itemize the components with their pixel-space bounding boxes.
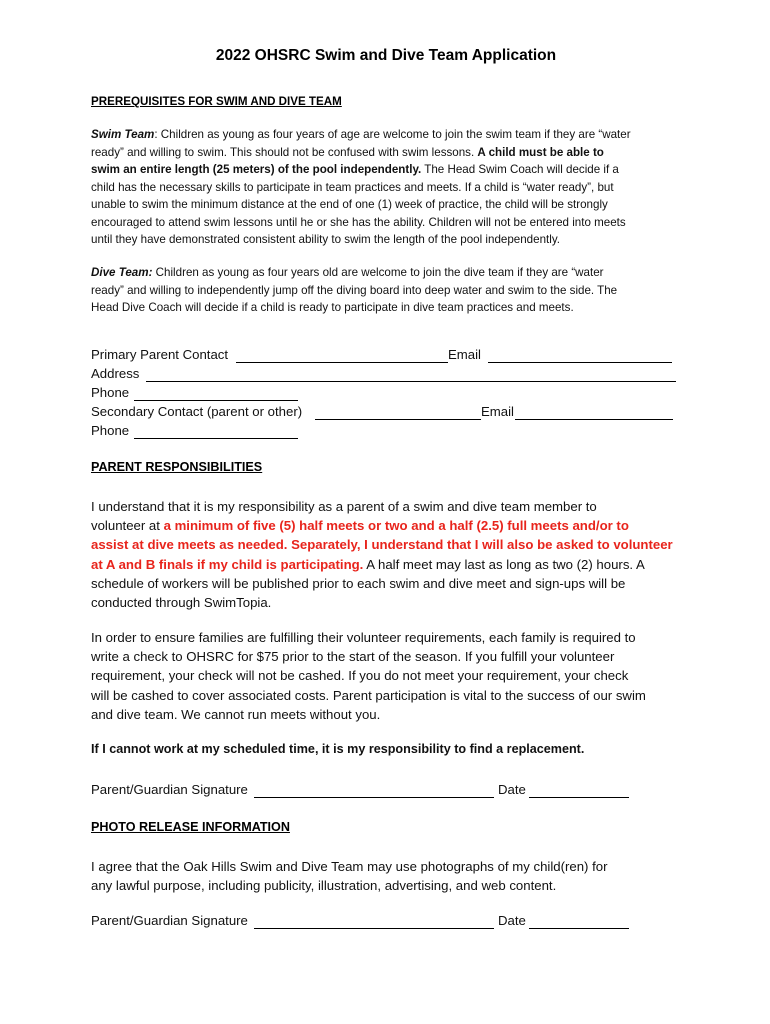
address-label: Address (91, 366, 140, 381)
dive-team-label: Dive Team: (91, 266, 153, 279)
signature-label-2: Parent/Guardian Signature (91, 913, 248, 928)
email-label: Email (448, 347, 481, 362)
swim-team-label: Swim Team (91, 128, 155, 141)
signature-row-1 (91, 782, 681, 801)
phone-field[interactable] (134, 386, 298, 401)
email2-label: Email (481, 404, 514, 419)
photo-release-heading: PHOTO RELEASE INFORMATION (91, 820, 290, 834)
photo-release-paragraph: I agree that the Oak Hills Swim and Dive Team may use photographs of my child(ren) for any lawful purpose, including publicity, illustration, advertising, and web content. (91, 859, 608, 894)
parent-responsibilities-heading: PARENT RESPONSIBILITIES (91, 460, 263, 474)
secondary-email-field[interactable] (515, 405, 673, 420)
check-paragraph: In order to ensure families are fulfilling their volunteer requirements, each family is required to write a check to OHSRC for $75 prior to the start of the season. If you fulfill your volunteer requirement, your check will not be cashed. If you do not meet your requirement, your check will be cashed to cover associated costs. Parent participation is vital to the success of our swim and dive team. We cannot run meets without you. (91, 630, 646, 722)
dive-team-paragraph: Dive Team: Children as young as four years old are welcome to join the dive team if they are “water ready” and willing to independently jump off the diving board into deep water and swim to the side. The Head Dive Coach will decide if a child is ready to participate in dive team practices and meets. (91, 266, 618, 314)
date-label: Date (498, 782, 526, 797)
signature-label: Parent/Guardian Signature (91, 782, 248, 797)
secondary-contact-row (91, 404, 681, 423)
swim-team-paragraph: Swim Team: Children as young as four years of age are welcome to join the swim team if they are “water ready” and willing to swim. This should not be confused with swim lessons. A child must be able to swim an entire length (25 meters) of the pool independently. The Head Swim Coach will decide if a child has the necessary skills to participate in team practices and meets. If a child is “water ready”, but unable to swim the minimum distance at the end of one (1) week of practice, the child will be strongly encouraged to attend swim lessons until he or she has the ability. Children will not be entered into meets until they have demonstrated consistent ability to swim the length of the pool independently. (91, 128, 631, 246)
signature-field[interactable] (254, 783, 494, 798)
address-field[interactable] (146, 367, 676, 382)
page-title: 2022 OHSRC Swim and Dive Team Application (215, 47, 557, 64)
signature-row-2 (91, 913, 681, 932)
phone2-field[interactable] (134, 424, 298, 439)
replacement-statement: If I cannot work at my scheduled time, it is my responsibility to find a replacement. (91, 742, 585, 756)
primary-email-field[interactable] (488, 348, 672, 363)
phone-label: Phone (91, 385, 130, 400)
prerequisites-heading: PREREQUISITES FOR SWIM AND DIVE TEAM (91, 95, 342, 108)
primary-contact-row (91, 347, 681, 366)
phone2-row (91, 423, 681, 442)
address-row (91, 366, 681, 385)
phone-row (91, 385, 681, 404)
date-label-2: Date (498, 913, 526, 928)
primary-contact-field[interactable] (236, 348, 448, 363)
secondary-contact-field[interactable] (315, 405, 481, 420)
date-field[interactable] (529, 783, 629, 798)
primary-contact-label: Primary Parent Contact (91, 347, 229, 362)
signature-field-2[interactable] (254, 914, 494, 929)
volunteer-paragraph: I understand that it is my responsibility as a parent of a swim and dive team member to volunteer at a minimum of five (5) half meets or two and a half (2.5) full meets and/or to assist at dive meets as needed. Separately, I understand that I will also be asked to volunteer at A and B finals if my child is participating. A half meet may last as long as two (2) hours. A schedule of workers will be published prior to each swim and dive meet and sign-ups will be conducted through SwimTopia. (91, 499, 673, 610)
phone2-label: Phone (91, 423, 130, 438)
secondary-contact-label: Secondary Contact (parent or other) (91, 404, 303, 419)
date-field-2[interactable] (529, 914, 629, 929)
